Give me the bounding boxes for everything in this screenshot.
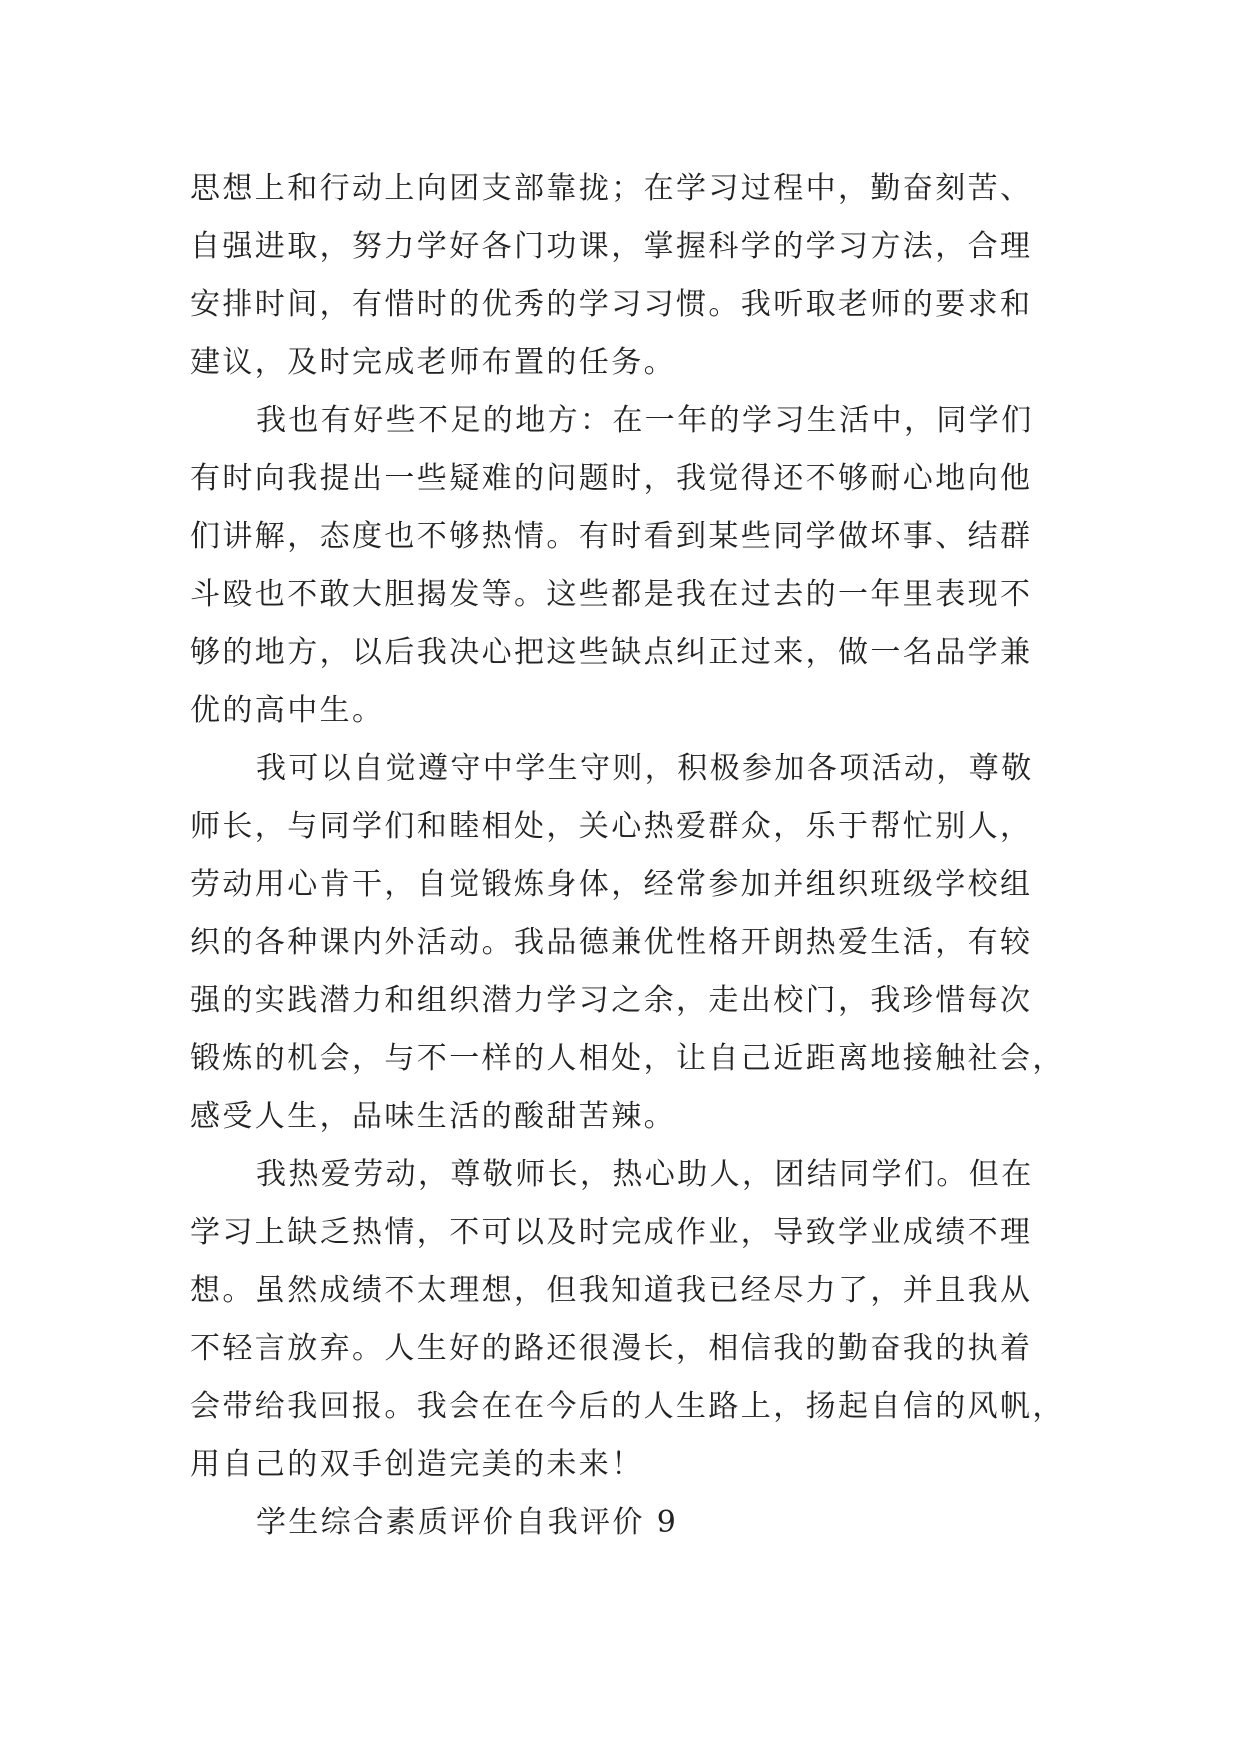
text-line: 师长，与同学们和睦相处，关心热爱群众，乐于帮忙别人， [190,809,1033,844]
text-line: 有时向我提出一些疑难的问题时，我觉得还不够耐心地向他 [190,461,1033,496]
text-line: 不轻言放弃。人生好的路还很漫长，相信我的勤奋我的执着 [190,1331,1033,1366]
text-line: 自强进取，努力学好各门功课，掌握科学的学习方法，合理 [190,229,1033,264]
text-line: 劳动用心肯干，自觉锻炼身体，经常参加并组织班级学校组 [190,867,1033,902]
text-line: 感受人生，品味生活的酸甜苦辣。 [190,1099,676,1134]
text-line: 强的实践潜力和组织潜力学习之余，走出校门，我珍惜每次 [190,983,1033,1018]
paragraph [190,160,1050,392]
text-line: 优的高中生。 [190,693,385,728]
text-line: 想。虽然成绩不太理想，但我知道我已经尽力了，并且我从 [190,1273,1033,1308]
text-line: 们讲解，态度也不够热情。有时看到某些同学做坏事、结群 [190,519,1033,554]
document-body [190,160,1065,1552]
text-line: 学习上缺乏热情，不可以及时完成作业，导致学业成绩不理 [190,1215,1033,1250]
paragraph [190,1146,1065,1494]
text-line: 我也有好些不足的地方：在一年的学习生活中，同学们 [256,403,1034,438]
text-line: 斗殴也不敢大胆揭发等。这些都是我在过去的一年里表现不 [190,577,1033,612]
text-line: 锻炼的机会，与不一样的人相处，让自己近距离地接触社会， [190,1041,1065,1076]
text-line: 我热爱劳动，尊敬师长，热心助人，团结同学们。但在 [256,1157,1034,1192]
text-line: 我可以自觉遵守中学生守则，积极参加各项活动，尊敬 [256,751,1034,786]
text-line: 学生综合素质评价自我评价 9 [256,1505,679,1540]
text-line: 思想上和行动上向团支部靠拢；在学习过程中，勤奋刻苦、 [190,171,1033,206]
text-line: 用自己的双手创造完美的未来！ [190,1447,644,1482]
text-line: 会带给我回报。我会在在今后的人生路上，扬起自信的风帆， [190,1389,1065,1424]
text-line: 建议，及时完成老师布置的任务。 [190,345,676,380]
text-line: 安排时间，有惜时的优秀的学习习惯。我听取老师的要求和 [190,287,1033,322]
paragraph [190,392,1050,740]
text-line: 够的地方，以后我决心把这些缺点纠正过来，做一名品学兼 [190,635,1033,670]
section-heading [190,1494,1050,1552]
text-line: 织的各种课内外活动。我品德兼优性格开朗热爱生活，有较 [190,925,1033,960]
paragraph [190,740,1065,1146]
